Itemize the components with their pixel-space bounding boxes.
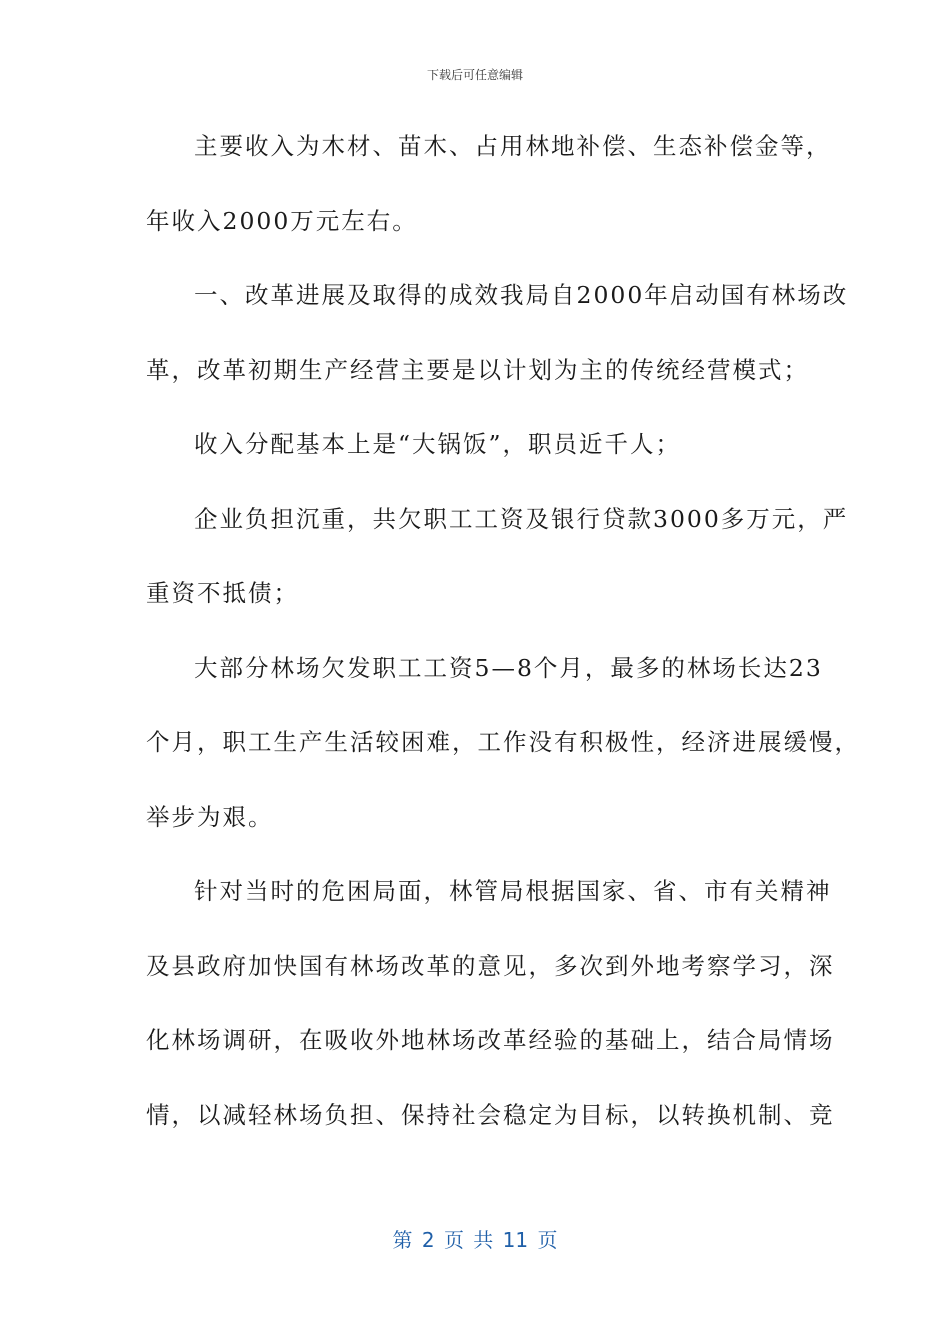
text-line: 革，改革初期生产经营主要是以计划为主的传统经营模式；: [146, 355, 809, 384]
page-footer: [0, 1224, 950, 1253]
text-line: 个月，职工生产生活较困难，工作没有积极性，经济进展缓慢，: [146, 728, 860, 756]
footer-ye: 页: [537, 1228, 558, 1252]
text-line: 大部分林场欠发职工工资5—8个月，最多的林场长达23: [194, 653, 823, 682]
text-line: 情，以减轻林场负担、保持社会稳定为目标，以转换机制、竞: [146, 1100, 835, 1129]
text-line: 化林场调研，在吸收外地林场改革经验的基础上，结合局情场: [146, 1026, 835, 1054]
footer-ye-gong: 页 共: [443, 1228, 494, 1252]
text-line: 一、改革进展及取得的成效我局自2000年启动国有林场改: [194, 281, 849, 309]
text-line: 收入分配基本上是“大锅饭”，职员近千人；: [194, 430, 682, 458]
footer-total-pages: 11: [502, 1228, 529, 1252]
text-line: 重资不抵债；: [146, 579, 299, 607]
footer-di: 第: [392, 1228, 413, 1252]
text-line: 针对当时的危困局面，林管局根据国家、省、市有关精神: [194, 877, 832, 905]
text-line: 企业负担沉重，共欠职工工资及银行贷款3000多万元，严: [194, 504, 849, 533]
document-body: [146, 121, 860, 1164]
text-line: 举步为艰。: [146, 802, 274, 831]
footer-page-number: 2: [421, 1228, 435, 1252]
text-line: 主要收入为木材、苗木、占用林地补偿、生态补偿金等，: [194, 132, 832, 160]
page-header: 下载后可任意编辑: [426, 68, 523, 82]
text-line: 年收入2000万元左右。: [146, 206, 418, 235]
text-line: 及县政府加快国有林场改革的意见，多次到外地考察学习，深: [146, 951, 835, 980]
